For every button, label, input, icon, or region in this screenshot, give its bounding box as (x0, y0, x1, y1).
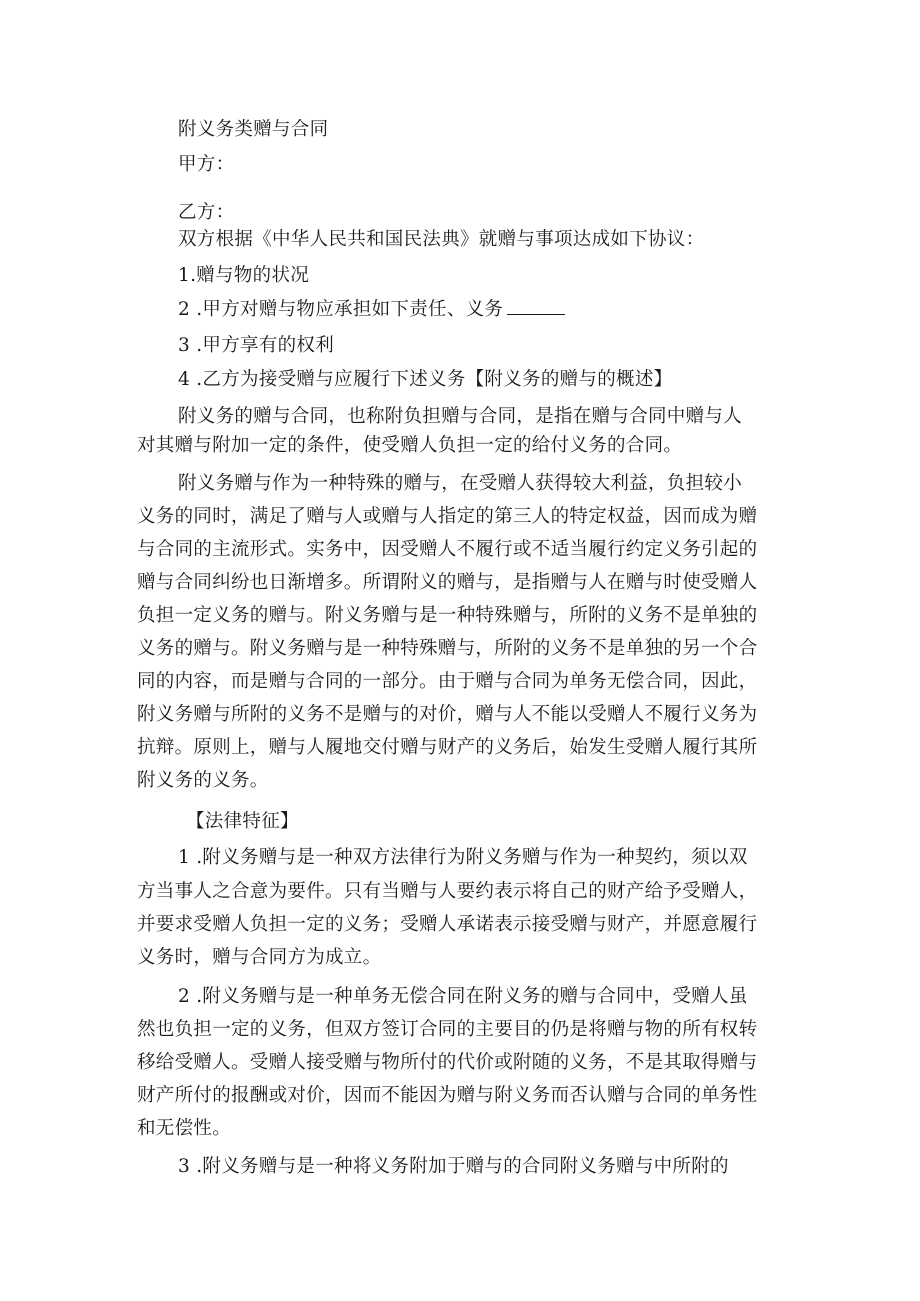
feature2-line: 然也负担一定的义务，但双方签订合同的主要目的仍是将赠与物的所有权转 (137, 1019, 758, 1040)
feature2-line: 财产所付的报酬或对价，因而不能因为赠与附义务而否认赠与合同的单务性 (137, 1085, 758, 1106)
feature1-line: 1 .附义务赠与是一种双方法律行为附义务赠与作为一种契约，须以双 (178, 847, 748, 868)
para2-line: 附义务赠与所附的义务不是赠与的对价，赠与人不能以受赠人不履行义务为 (137, 704, 758, 725)
heading-legal-features: 【法律特征】 (186, 811, 299, 832)
para2-line: 附义务赠与作为一种特殊的赠与，在受赠人获得较大利益，负担较小 (178, 473, 743, 494)
para2-line: 义务的同时，满足了赠与人或赠与人指定的第三人的特定权益，因而成为赠 (137, 506, 758, 527)
para1-line: 附义务的赠与合同，也称附负担赠与合同，是指在赠与合同中赠与人 (178, 406, 743, 427)
clause-2 (178, 298, 565, 322)
feature1-line: 方当事人之合意为要件。只有当赠与人要约表示将自己的财产给予受赠人， (137, 881, 758, 902)
para2-line: 与合同的主流形式。实务中，因受赠人不履行或不适当履行约定义务引起的 (137, 539, 758, 560)
party-b-label: 乙方： (178, 202, 235, 223)
clause-2-text: 2 .甲方对赠与物应承担如下责任、义务 (178, 299, 504, 320)
para1-line: 对其赠与附加一定的条件，使受赠人负担一定的给付义务的合同。 (137, 435, 683, 456)
feature1-line: 并要求受赠人负担一定的义务；受赠人承诺表示接受赠与财产，并愿意履行 (137, 914, 758, 935)
contract-title: 附义务类赠与合同 (178, 119, 329, 140)
para2-line: 负担一定义务的赠与。附义务赠与是一种特殊赠与，所附的义务不是单独的 (137, 605, 758, 626)
feature2-line: 和无偿性。 (137, 1118, 232, 1139)
feature1-line: 义务时，赠与合同方为成立。 (137, 947, 382, 968)
para2-line: 附义务的义务。 (137, 770, 269, 791)
intro-line: 双方根据《中华人民共和国民法典》就赠与事项达成如下协议： (178, 229, 705, 250)
para2-line: 赠与合同纠纷也日渐增多。所谓附义的赠与，是指赠与人在赠与时使受赠人 (137, 572, 758, 593)
para2-line: 抗辩。原则上，赠与人履地交付赠与财产的义务后，始发生受赠人履行其所 (137, 737, 758, 758)
clause-1: 1.赠与物的状况 (178, 265, 310, 286)
para2-line: 义务的赠与。附义务赠与是一种特殊赠与，所附的义务不是单独的另一个合 (137, 638, 758, 659)
party-a-label: 甲方： (178, 154, 235, 175)
feature3-line: 3 .附义务赠与是一种将义务附加于赠与的合同附义务赠与中所附的 (178, 1156, 729, 1177)
blank-line (507, 298, 565, 315)
clause-3: 3 .甲方享有的权利 (178, 335, 335, 356)
clause-4: 4 .乙方为接受赠与应履行下述义务【附义务的赠与的概述】 (178, 369, 673, 390)
feature2-line: 2 .附义务赠与是一种单务无偿合同在附义务的赠与合同中，受赠人虽 (178, 986, 748, 1007)
feature2-line: 移给受赠人。受赠人接受赠与物所付的代价或附随的义务，不是其取得赠与 (137, 1052, 758, 1073)
para2-line: 同的内容，而是赠与合同的一部分。由于赠与合同为单务无偿合同，因此， (137, 671, 758, 692)
